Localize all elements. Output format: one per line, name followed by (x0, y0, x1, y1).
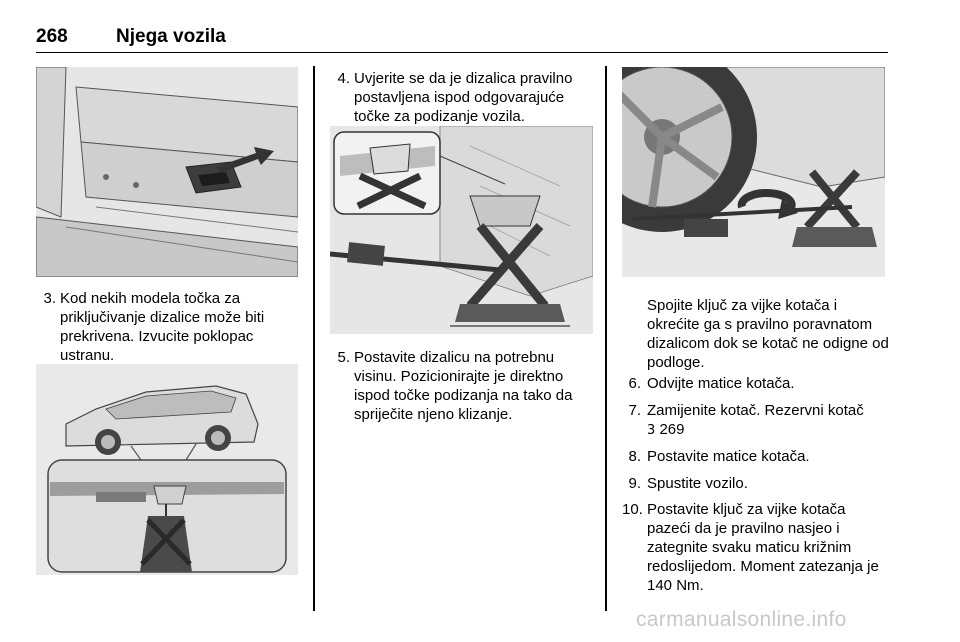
jack-positioning-illustration (330, 126, 593, 334)
watermark: carmanualsonline.info (636, 608, 847, 631)
step-7-number: 7. (628, 402, 641, 419)
step-7-text: Zamijenite kotač. Rezervni kotač (647, 402, 864, 419)
step-9 (622, 474, 890, 493)
step-5-text: Postavite dizalicu na potrebnu visinu. Pozicionirajte je direktno ispod točke podizanja na tako da spriječite njeno klizanje. (354, 349, 573, 423)
column-divider-left (313, 66, 315, 611)
page-number: 268 (36, 26, 68, 47)
step-10-text: Postavite ključ za vijke kotača pazeći da je pravilno nasjeo i zategnite svaku maticu križnim redoslijedom. Moment zatezanja je 140 Nm. (647, 501, 879, 594)
step-3-text: Kod nekih modela točka za priključivanje dizalice može biti prekrivena. Izvucite poklopac ustranu. (60, 290, 265, 364)
jack-point-cover-illustration (36, 67, 298, 277)
step-9-number: 9. (628, 475, 641, 492)
step-6 (622, 374, 890, 393)
vehicle-jack-point-illustration (36, 364, 298, 575)
step-10-number: 10. (622, 501, 643, 518)
step-4-text: Uvjerite se da je dizalica pravilno postavljena ispod odgovarajuće točke za podizanje vozila. (354, 70, 573, 125)
step-4-number: 4. (337, 70, 350, 87)
step-7-content (622, 401, 890, 440)
step-10 (622, 500, 890, 595)
step-5-number: 5. (337, 349, 350, 366)
page-reference-link[interactable] (647, 421, 684, 438)
step-3 (36, 289, 298, 365)
page-header (36, 14, 888, 53)
reference-arrow-icon: 3 (647, 423, 656, 438)
reference-page-number: 269 (659, 421, 685, 438)
step-6-text: Odvijte matice kotača. (647, 375, 795, 392)
wheel-lifting-illustration (622, 67, 885, 277)
step-8-number: 8. (628, 448, 641, 465)
step-6-number: 6. (628, 375, 641, 392)
section-title: Njega vozila (116, 26, 226, 47)
step-9-text: Spustite vozilo. (647, 475, 748, 492)
right-intro-paragraph: Spojite ključ za vijke kotača i okrećite ga s pravilno poravnatom dizalicom dok se kotač ne odigne od podloge. (647, 297, 889, 371)
step-5 (330, 348, 595, 424)
step-8 (622, 447, 890, 466)
column-divider-right (605, 66, 607, 611)
step-4 (330, 69, 595, 126)
step-3-number: 3. (43, 290, 56, 307)
step-8-text: Postavite matice kotača. (647, 448, 810, 465)
step-7 (622, 401, 890, 440)
